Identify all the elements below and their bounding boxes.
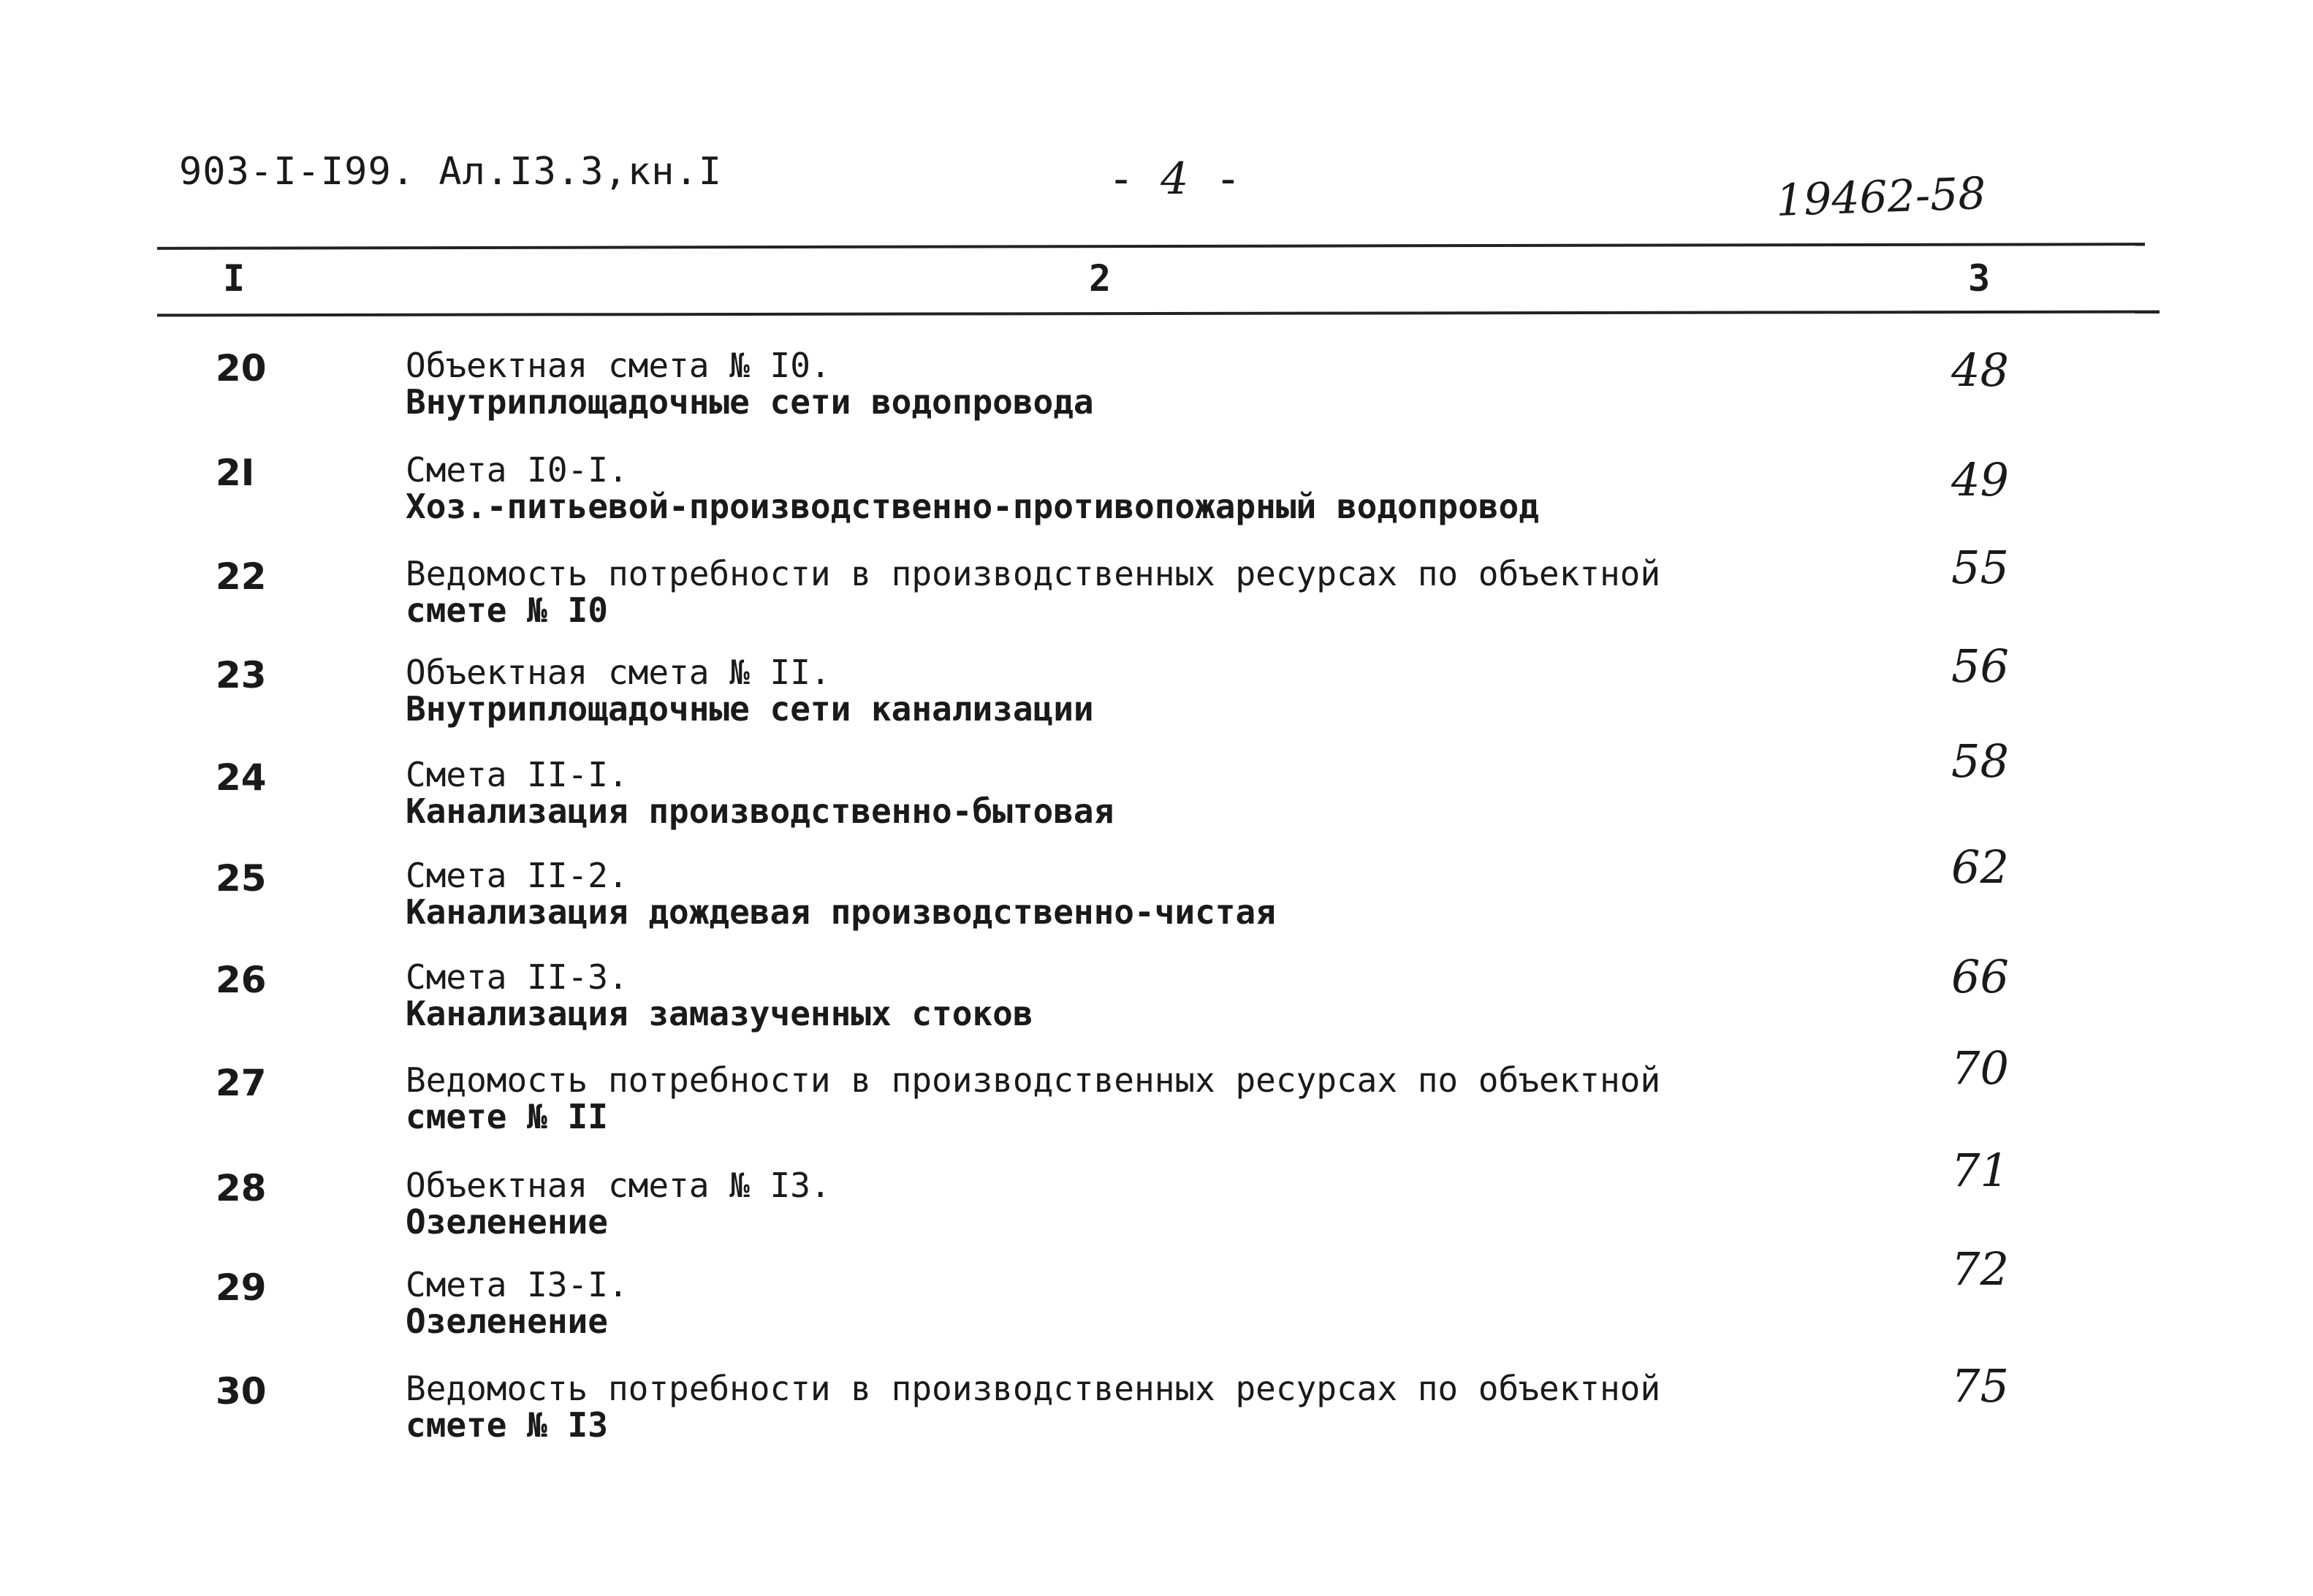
page-number-value: 4 <box>1161 153 1189 205</box>
row-title <box>406 1167 831 1240</box>
column-header-page: 3 <box>1968 257 1991 300</box>
table-header-rule <box>157 311 2160 317</box>
row-number: 28 <box>216 1167 267 1209</box>
row-page-number: 70 <box>1951 1041 2009 1095</box>
row-title <box>406 347 1094 420</box>
row-page-number: 62 <box>1951 840 2009 894</box>
column-header-title: 2 <box>1089 257 1112 300</box>
page-number-dash-right: - <box>1215 153 1242 205</box>
row-title-line-1: Ведомость потребности в производственных ресурсах по объектной <box>406 1369 1661 1408</box>
column-header-number: I <box>223 257 246 300</box>
page-number-dash-left: - <box>1108 153 1135 205</box>
row-title-line-2: Хоз.-питьевой-производственно-противопожарный водопровод <box>406 487 1539 526</box>
row-page-number: 71 <box>1951 1144 2009 1197</box>
row-title-line-1: Смета I0-I. <box>406 450 628 490</box>
row-page-number: 48 <box>1951 343 2009 397</box>
row-number: 22 <box>216 555 267 598</box>
row-title <box>406 452 1539 525</box>
row-number: 20 <box>216 347 267 390</box>
row-title <box>406 1266 628 1340</box>
row-title-line-2: смете № I0 <box>406 590 608 630</box>
row-title-line-2: Канализация производственно-бытовая <box>406 791 1114 831</box>
row-title-line-1: Смета II-I. <box>406 755 628 794</box>
row-title <box>406 555 1660 628</box>
row-title-line-2: Канализация дождевая производственно-чистая <box>406 892 1276 932</box>
row-title-line-2: Канализация замазученных стоков <box>406 994 1033 1033</box>
table-top-rule <box>157 243 2145 250</box>
row-page-number: 72 <box>1951 1242 2009 1296</box>
row-number: 30 <box>216 1370 267 1413</box>
row-number: 23 <box>216 654 267 696</box>
archive-number: 19462-58 <box>1774 167 1987 227</box>
row-page-number: 66 <box>1951 950 2009 1003</box>
row-page-number: 75 <box>1951 1359 2009 1413</box>
row-title-line-1: Объектная смета № I3. <box>406 1166 831 1205</box>
row-title <box>406 959 1033 1032</box>
row-title-line-2: смете № II <box>406 1097 608 1136</box>
row-title-line-1: Объектная смета № I0. <box>406 346 831 385</box>
page-number <box>1082 153 1267 205</box>
row-title <box>406 857 1276 930</box>
row-page-number: 56 <box>1951 639 2009 693</box>
row-title-line-1: Ведомость потребности в производственных ресурсах по объектной <box>406 1060 1661 1100</box>
row-page-number: 58 <box>1951 734 2009 788</box>
row-title-line-1: Смета II-2. <box>406 856 628 895</box>
row-title-line-2: Озеленение <box>406 1302 608 1341</box>
row-number: 26 <box>216 959 267 1001</box>
row-number: 29 <box>216 1266 267 1309</box>
row-title <box>406 1370 1660 1443</box>
row-title-line-1: Смета II-3. <box>406 957 628 997</box>
row-title <box>406 654 1094 727</box>
row-page-number: 55 <box>1951 541 2009 594</box>
row-title-line-1: Объектная смета № II. <box>406 653 831 692</box>
row-title-line-2: Внутриплощадочные сети канализации <box>406 689 1094 729</box>
row-title-line-2: Озеленение <box>406 1202 608 1242</box>
row-title-line-1: Ведомость потребности в производственных ресурсах по объектной <box>406 554 1661 593</box>
row-title <box>406 1062 1660 1135</box>
row-title-line-2: Внутриплощадочные сети водопровода <box>406 382 1094 422</box>
row-number: 2I <box>216 452 255 494</box>
row-number: 25 <box>216 857 267 900</box>
row-title-line-1: Смета I3-I. <box>406 1265 628 1304</box>
row-page-number: 49 <box>1951 453 2009 506</box>
row-title-line-2: смете № I3 <box>406 1405 608 1445</box>
row-number: 24 <box>216 756 267 799</box>
document-code: 903-I-I99. Ал.I3.3,кн.I <box>179 150 723 194</box>
row-number: 27 <box>216 1062 267 1104</box>
row-title <box>406 756 1114 829</box>
